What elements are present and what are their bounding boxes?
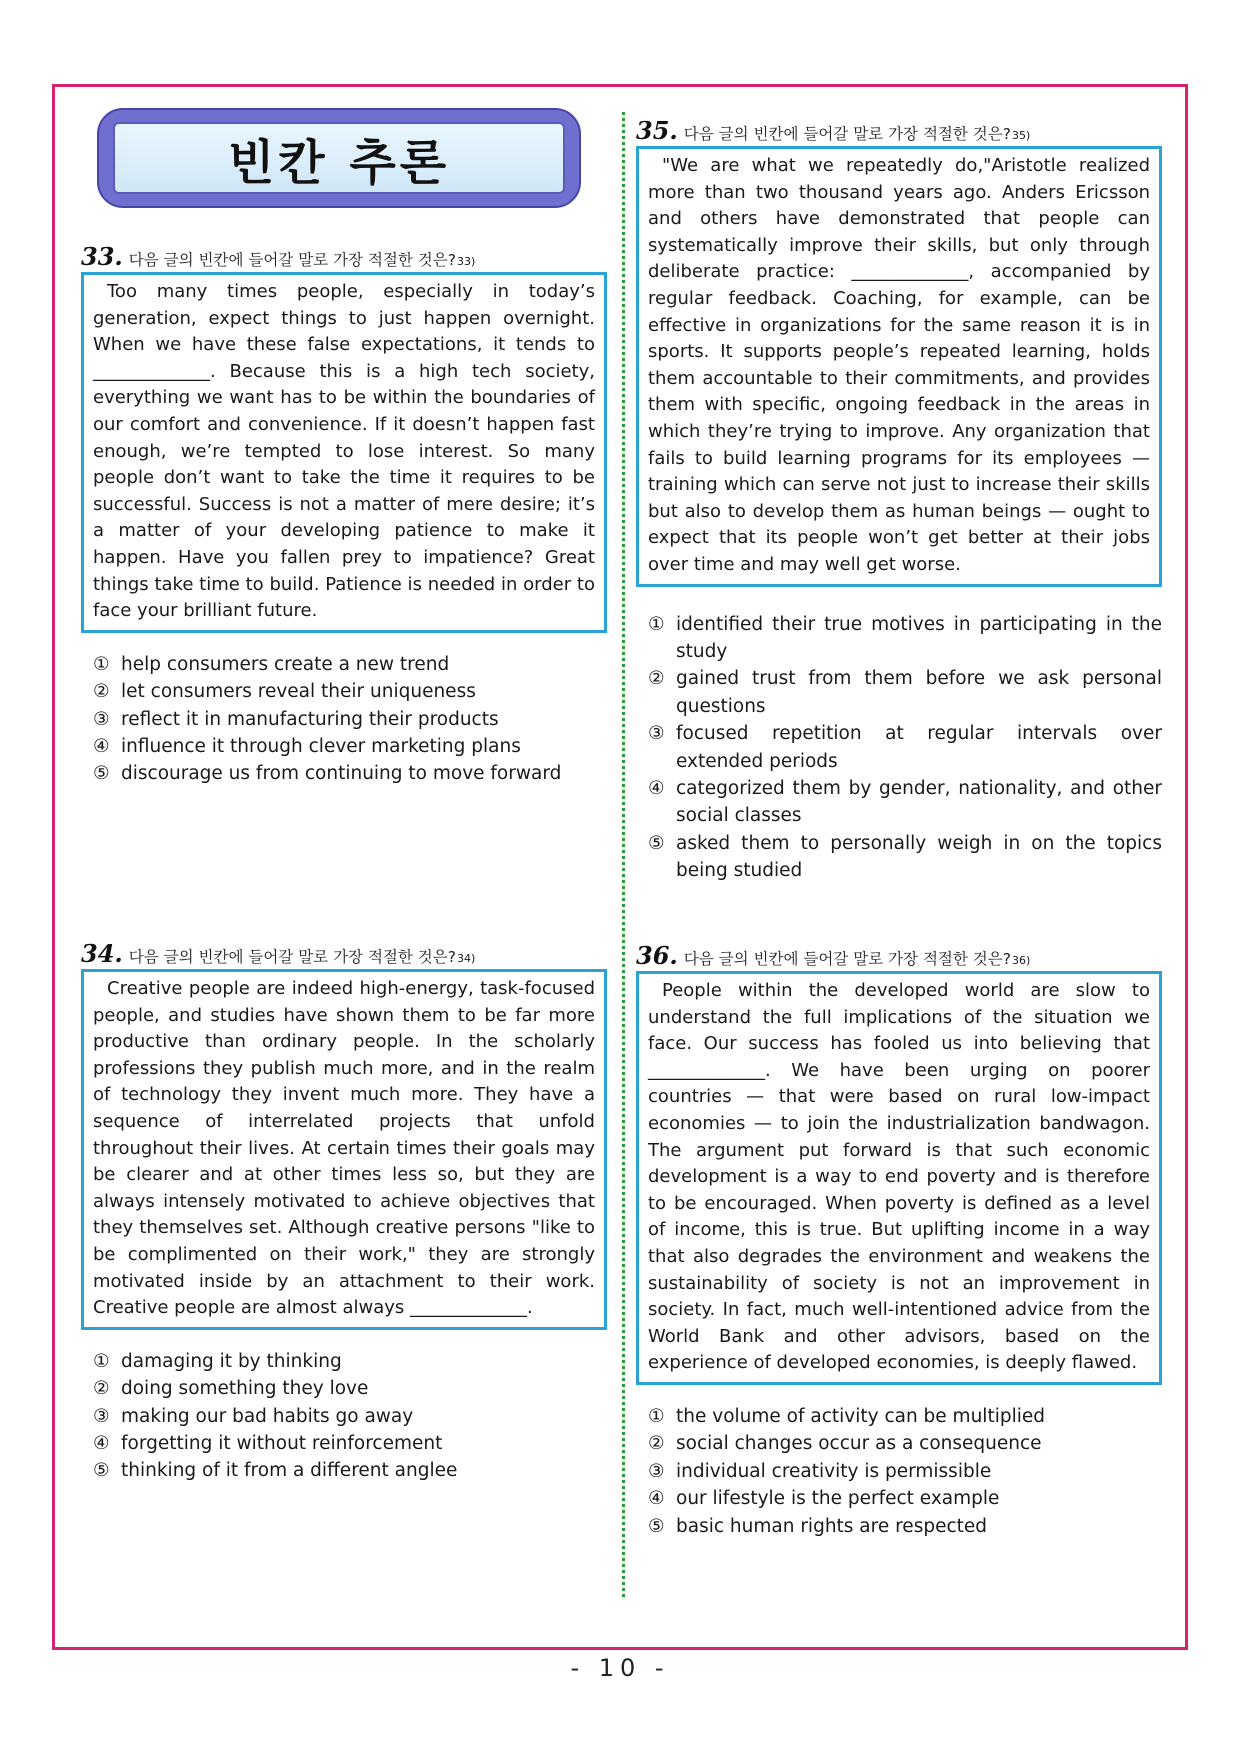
page-number: - 10 - xyxy=(570,1654,670,1682)
question-header xyxy=(636,116,1162,146)
option-4[interactable]: ④ forgetting it without reinforcement xyxy=(93,1432,443,1454)
question-header xyxy=(81,242,607,272)
answer-options xyxy=(636,1403,1162,1540)
section-title-banner xyxy=(97,108,581,208)
option-4[interactable]: ④ influence it through clever marketing plans xyxy=(93,735,521,757)
passage-text: Too many times people, especially in today’s generation, expect things to just happen overnight. When we have these false expectations, it tends to _____________. Because this is a high tech society, everything we want has to be within the boundaries of our comfort and convenience. If it doesn’t happen fast enough, we’re tempted to lose interest. So many people don’t want to take the time it requires to be successful. Success is not a matter of mere desire; it’s a matter of your developing patience to make it happen. Have you fallen prey to impatience? Great things take time to build. Patience is needed in order to face your brilliant future. xyxy=(93,281,595,622)
answer-options xyxy=(636,611,1162,885)
option-1[interactable]: ① the volume of activity can be multiplied xyxy=(648,1405,1045,1427)
question-prompt: 다음 글의 빈칸에 들어갈 말로 가장 적절한 것은? xyxy=(683,125,1011,143)
question-number: 34. xyxy=(81,939,123,968)
option-3[interactable]: ③ reflect it in manufacturing their products xyxy=(93,708,499,730)
answer-options xyxy=(81,651,607,788)
option-3[interactable]: ③ focused repetition at regular intervals over extended periods xyxy=(648,723,1162,772)
question-number: 33. xyxy=(81,242,123,271)
option-2[interactable]: ② gained trust from them before we ask personal questions xyxy=(648,668,1162,717)
option-5[interactable]: ⑤ basic human rights are respected xyxy=(648,1515,988,1537)
option-1[interactable]: ① damaging it by thinking xyxy=(93,1350,342,1372)
option-2[interactable]: ② let consumers reveal their uniqueness xyxy=(93,681,476,703)
section-title: 빈칸 추론 xyxy=(227,134,451,191)
option-3[interactable]: ③ making our bad habits go away xyxy=(93,1405,414,1427)
option-5[interactable]: ⑤ thinking of it from a different anglee xyxy=(93,1460,458,1482)
option-3[interactable]: ③ individual creativity is permissible xyxy=(648,1460,992,1482)
question-number: 35. xyxy=(636,116,678,145)
question-footnote-ref: 33) xyxy=(456,255,476,268)
option-4[interactable]: ④ categorized them by gender, nationality, and other social classes xyxy=(648,777,1162,827)
question-header xyxy=(636,941,1162,971)
question-prompt: 다음 글의 빈칸에 들어갈 말로 가장 적절한 것은? xyxy=(128,251,456,269)
option-1[interactable]: ① identified their true motives in participating in the study xyxy=(648,613,1162,662)
question-34 xyxy=(81,939,607,1485)
option-5[interactable]: ⑤ discourage us from continuing to move forward xyxy=(93,763,562,785)
question-number: 36. xyxy=(636,941,678,970)
option-2[interactable]: ② doing something they love xyxy=(93,1378,369,1400)
question-footnote-ref: 36) xyxy=(1011,954,1031,967)
section-title-panel xyxy=(113,122,565,194)
question-footnote-ref: 34) xyxy=(456,952,476,965)
passage-text: "We are what we repeatedly do,"Aristotle realized more than two thousand years ago. Anders Ericsson and others have demonstrated that people can systematically improve their skills, but only through deliberate practice: _____________, accompanied by regular feedback. Coaching, for example, can be effective in organizations for the same reason it is in sports. It supports people’s repeated learning, holds them accountable to their commitments, and provides them with specific, ongoing feedback in the areas in which they’re trying to improve. Any organization that fails to build learning programs for its employees — training which can serve not just to increase their skills but also to develop them as human beings — ought to expect that its people won’t get better at their jobs over time and may well get worse. xyxy=(648,155,1150,575)
passage-box xyxy=(81,272,607,633)
passage-text: Creative people are indeed high-energy, task-focused people, and studies have shown them to be far more productive than ordinary people. In the scholarly professions they publish much more, and in the realm of technology they invent much more. They have a sequence of interrelated projects that unfold throughout their lives. At certain times their goals may be clearer and at other times less so, but they are always intensely motivated to achieve objectives that they themselves set. Although creative persons "like to be complimented on their work," they are strongly motivated inside by an attachment to their work. Creative people are almost always _____________. xyxy=(93,978,595,1319)
passage-box xyxy=(636,146,1162,587)
passage-text: People within the developed world are slow to understand the full implications of the situation we face. Our success has fooled us into believing that _____________. We have been urging on poorer countries — that were based on rural low-impact economies — to join the industrialization bandwagon. The argument put forward is that such economic development is a way to end poverty and is therefore to be encouraged. When poverty is defined as a level of income, this is true. But uplifting income in a way that also degrades the environment and weakens the sustainability of society is not an improvement in society. In fact, much well-intentioned advice from the World Bank and other advisors, based on the experience of developed economies, is deeply flawed. xyxy=(648,980,1150,1374)
answer-options xyxy=(81,1348,607,1485)
column-divider xyxy=(622,112,625,1597)
question-footnote-ref: 35) xyxy=(1011,129,1031,142)
question-header xyxy=(81,939,607,969)
question-prompt: 다음 글의 빈칸에 들어갈 말로 가장 적절한 것은? xyxy=(128,948,456,966)
option-2[interactable]: ② social changes occur as a consequence xyxy=(648,1433,1042,1455)
passage-box xyxy=(636,971,1162,1385)
passage-box xyxy=(81,969,607,1330)
question-35 xyxy=(636,116,1162,885)
question-prompt: 다음 글의 빈칸에 들어갈 말로 가장 적절한 것은? xyxy=(683,950,1011,968)
question-36 xyxy=(636,941,1162,1540)
option-1[interactable]: ① help consumers create a new trend xyxy=(93,653,450,675)
option-4[interactable]: ④ our lifestyle is the perfect example xyxy=(648,1488,1000,1510)
option-5[interactable]: ⑤ asked them to personally weigh in on the topics being studied xyxy=(648,832,1162,882)
question-33 xyxy=(81,242,607,788)
